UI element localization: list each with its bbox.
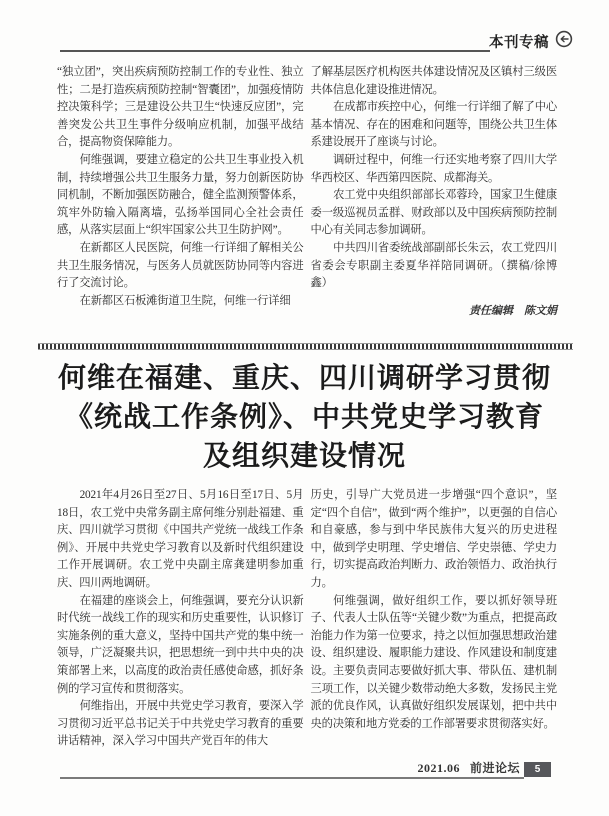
paragraph: 2021年4月26日至27日、5月16日至17日、5月18日，农工党中央常务副主席何维分别赴福建、重庆、四川就学习贯彻《中国共产党统一战线工作条例》、开展中共党史学习教育以及新时代组织建设工作开展调研。农工党中央副主席龚建明参加重庆、四川两地调研。 [57,489,304,589]
paragraph: 历史，引导广大党员进一步增强“四个意识”，坚定“四个自信”，做到“两个维护”，以更强的自信心和自豪感，参与到中华民族伟大复兴的历史进程中，做到学史明理、学史增信、学史崇德、学史力行，切实提高政治判断力、政治领悟力、政治执行力。 [310,489,557,589]
footer-issue: 2021.06 [417,761,460,775]
paragraph: 中共四川省委统战部副部长朱云，农工党四川省委会专职副主委夏华祥陪同调研。（撰稿/徐博鑫） [310,241,557,290]
page-number-badge: 5 [524,762,551,777]
paragraph: 农工党中央组织部部长邓蓉玲，国家卫生健康委一级巡视员孟群、财政部以及中国疾病预防控制中心有关同志参加调研。 [310,189,557,237]
article2-title-line3: 及组织建设情况 [202,440,406,471]
paragraph: 了解基层医疗机构医共体建设情况及区镇村三级医共体信息化建设推进情况。 [310,66,557,96]
section-label: 本刊专稿 [489,35,549,51]
article-divider [38,343,573,350]
header-rule [60,50,490,52]
circled-return-arrow-icon [555,30,573,53]
paragraph: 何维强调，做好组织工作，要以抓好领导班子、代表人士队伍等“关键少数”为重点，把提高政治能力作为第一位要求，持之以恒加强思想政治建设、组织建设、履职能力建设、作风建设和制度建设。主要负责同志要做好抓大事、带队伍、建机制三项工作，以关键少数带动绝大多数，发扬民主党派的优良作风，认真做好组织发展谋划，把中共中央的决策和地方党委的工作部署要求贯彻落实好。 [310,594,557,730]
article2-right-column [311,487,558,751]
editor-credit: 责任编辑 陈文娟 [469,304,557,317]
paragraph: 在成都市疾控中心，何维一行详细了解了中心基本情况、存在的困难和问题等，围绕公共卫生体系建设展开了座谈与讨论。 [310,101,557,149]
section-badge [489,30,573,53]
footer-journal-name: 前进论坛 [469,761,520,775]
paragraph: 在福建的座谈会上，何维强调，要充分认识新时代统一战线工作的现实和历史重要性，认识修订实施条例的重大意义，坚持中国共产党的集中统一领导，广泛凝聚共识，把思想统一到中共中央的决策部署上来，以高度的政治责任感使命感，抓好条例的学习宣传和贯彻落实。 [57,594,304,695]
paragraph: 何维指出，开展中共党史学习教育，要深入学习贯彻习近平总书记关于中共党史学习教育的重要讲话精神，深入学习中国共产党百年的伟大 [57,700,304,748]
paragraph: 在新都区人民医院，何维一行详细了解相关公共卫生服务情况，与医务人员就医防协同等内容进行了交流讨论。 [57,241,304,290]
paragraph: 调研过程中，何维一行还实地考察了四川大学华西校区、华西第四医院、成都海关。 [310,153,557,184]
article1-body [57,64,557,319]
footer-rule [60,777,524,779]
paragraph: 何维强调，要建立稳定的公共卫生事业投入机制，持续增强公共卫生服务力量，努力创新医防协同机制，不断加强医防融合，健全监测预警体系，筑牢外防输入隔离墙，弘扬举国同心全社会责任感，从落实层面上“织牢国家公共卫生防护网”。 [57,153,304,237]
footer-imprint [417,759,520,776]
article2-body [57,487,557,751]
article2-title-line2: 《统战工作条例》、中共党史学习教育 [64,401,544,432]
paragraph: “独立团”，突出疾病预防控制工作的专业性、独立性；二是打造疾病预防控制“智囊团”，加强疫情防控决策科学；三是建设公共卫生“快速反应团”，完善突发公共卫生事件分级响应机制，加强平战结合，提高物资保障能力。 [57,66,304,149]
article2-left-column [57,487,304,751]
article1-left-column [57,64,304,319]
article1-right-column [311,64,558,319]
paragraph: 在新都区石板滩街道卫生院，何维一行详细 [79,294,291,307]
article2-title [10,358,599,475]
article2-title-line1: 何维在福建、重庆、四川调研学习贯彻 [57,362,551,393]
